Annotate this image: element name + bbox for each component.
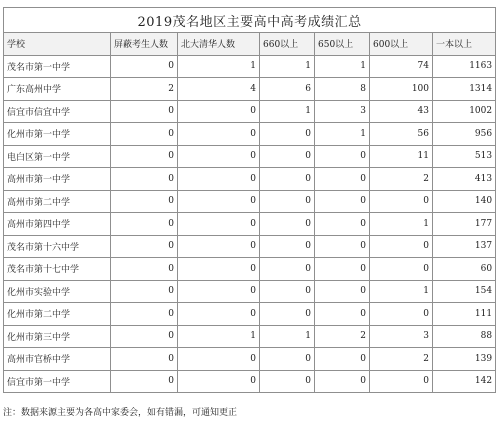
table-row: [4, 100, 496, 123]
value-cell: 1002: [433, 100, 496, 123]
value-cell: 0: [315, 168, 370, 191]
school-name-cell: 茂名市第十六中学: [4, 235, 111, 258]
value-cell: 0: [315, 235, 370, 258]
value-cell: 0: [260, 190, 315, 213]
value-cell: 0: [111, 123, 178, 146]
value-cell: 2: [111, 78, 178, 101]
school-name-cell: 广东高州中学: [4, 78, 111, 101]
value-cell: 1: [370, 280, 433, 303]
value-cell: 0: [260, 168, 315, 191]
value-cell: 142: [433, 370, 496, 393]
value-cell: 137: [433, 235, 496, 258]
table-row: [4, 190, 496, 213]
value-cell: 0: [315, 303, 370, 326]
value-cell: 0: [111, 235, 178, 258]
value-cell: 56: [370, 123, 433, 146]
value-cell: 0: [260, 235, 315, 258]
value-cell: 0: [315, 370, 370, 393]
value-cell: 60: [433, 258, 496, 281]
value-cell: 0: [260, 213, 315, 236]
header-row: [4, 33, 496, 56]
school-name-cell: 高州市第一中学: [4, 168, 111, 191]
value-cell: 1: [370, 213, 433, 236]
value-cell: 0: [315, 213, 370, 236]
value-cell: 0: [260, 280, 315, 303]
value-cell: 1314: [433, 78, 496, 101]
value-cell: 0: [178, 190, 260, 213]
value-cell: 0: [178, 370, 260, 393]
value-cell: 0: [178, 235, 260, 258]
value-cell: 0: [111, 348, 178, 371]
value-cell: 177: [433, 213, 496, 236]
value-cell: 11: [370, 145, 433, 168]
value-cell: 0: [315, 280, 370, 303]
value-cell: 0: [260, 258, 315, 281]
value-cell: 140: [433, 190, 496, 213]
value-cell: 4: [178, 78, 260, 101]
results-table-frame: [3, 7, 495, 393]
header-tier-one: 一本以上: [433, 33, 496, 56]
value-cell: 154: [433, 280, 496, 303]
table-row: [4, 78, 496, 101]
school-name-cell: 电白区第一中学: [4, 145, 111, 168]
value-cell: 0: [178, 258, 260, 281]
table-row: [4, 123, 496, 146]
value-cell: 0: [260, 370, 315, 393]
value-cell: 0: [111, 55, 178, 78]
table-row: [4, 325, 496, 348]
header-above-660: 660以上: [260, 33, 315, 56]
results-table: [3, 7, 496, 393]
table-row: [4, 168, 496, 191]
table-row: [4, 213, 496, 236]
source-note: 注：数据来源主要为各高中家委会，如有错漏，可通知更正: [3, 408, 238, 418]
value-cell: 0: [178, 145, 260, 168]
value-cell: 0: [315, 190, 370, 213]
value-cell: 1: [315, 55, 370, 78]
value-cell: 513: [433, 145, 496, 168]
value-cell: 0: [260, 123, 315, 146]
value-cell: 0: [178, 168, 260, 191]
value-cell: 74: [370, 55, 433, 78]
value-cell: 0: [178, 123, 260, 146]
value-cell: 0: [111, 370, 178, 393]
value-cell: 1: [260, 55, 315, 78]
value-cell: 956: [433, 123, 496, 146]
value-cell: 0: [111, 190, 178, 213]
value-cell: 1: [178, 55, 260, 78]
value-cell: 0: [178, 348, 260, 371]
school-name-cell: 茂名市第十七中学: [4, 258, 111, 281]
value-cell: 0: [315, 145, 370, 168]
value-cell: 0: [315, 348, 370, 371]
value-cell: 0: [178, 100, 260, 123]
school-name-cell: 高州市官桥中学: [4, 348, 111, 371]
school-name-cell: 茂名市第一中学: [4, 55, 111, 78]
value-cell: 6: [260, 78, 315, 101]
value-cell: 0: [111, 100, 178, 123]
value-cell: 0: [260, 303, 315, 326]
value-cell: 1: [178, 325, 260, 348]
value-cell: 139: [433, 348, 496, 371]
value-cell: 8: [315, 78, 370, 101]
header-above-600: 600以上: [370, 33, 433, 56]
value-cell: 0: [178, 213, 260, 236]
value-cell: 0: [111, 145, 178, 168]
value-cell: 1: [260, 100, 315, 123]
header-pku-tsinghua-count: 北大清华人数: [178, 33, 260, 56]
header-blocked-count: 屏蔽考生人数: [111, 33, 178, 56]
value-cell: 2: [315, 325, 370, 348]
table-row: [4, 280, 496, 303]
table-row: [4, 145, 496, 168]
value-cell: 0: [111, 325, 178, 348]
value-cell: 1163: [433, 55, 496, 78]
value-cell: 0: [111, 168, 178, 191]
value-cell: 0: [370, 235, 433, 258]
value-cell: 0: [370, 303, 433, 326]
table-row: [4, 303, 496, 326]
school-name-cell: 化州市实验中学: [4, 280, 111, 303]
value-cell: 0: [315, 258, 370, 281]
table-row: [4, 258, 496, 281]
table-row: [4, 55, 496, 78]
school-name-cell: 化州市第三中学: [4, 325, 111, 348]
value-cell: 111: [433, 303, 496, 326]
value-cell: 100: [370, 78, 433, 101]
value-cell: 0: [111, 213, 178, 236]
value-cell: 0: [111, 280, 178, 303]
value-cell: 0: [111, 258, 178, 281]
school-name-cell: 信宜市第一中学: [4, 370, 111, 393]
value-cell: 3: [370, 325, 433, 348]
value-cell: 43: [370, 100, 433, 123]
school-name-cell: 高州市第二中学: [4, 190, 111, 213]
header-school: 学校: [4, 33, 111, 56]
value-cell: 0: [111, 303, 178, 326]
table-row: [4, 370, 496, 393]
value-cell: 0: [178, 280, 260, 303]
value-cell: 413: [433, 168, 496, 191]
value-cell: 0: [178, 303, 260, 326]
table-row: [4, 235, 496, 258]
header-above-650: 650以上: [315, 33, 370, 56]
value-cell: 2: [370, 168, 433, 191]
value-cell: 0: [370, 190, 433, 213]
value-cell: 1: [315, 123, 370, 146]
value-cell: 0: [370, 258, 433, 281]
value-cell: 88: [433, 325, 496, 348]
school-name-cell: 高州市第四中学: [4, 213, 111, 236]
value-cell: 0: [370, 370, 433, 393]
table-title: 2019茂名地区主要高中高考成绩汇总: [4, 8, 496, 33]
school-name-cell: 化州市第二中学: [4, 303, 111, 326]
school-name-cell: 化州市第一中学: [4, 123, 111, 146]
value-cell: 2: [370, 348, 433, 371]
value-cell: 3: [315, 100, 370, 123]
value-cell: 1: [260, 325, 315, 348]
table-row: [4, 348, 496, 371]
value-cell: 0: [260, 348, 315, 371]
school-name-cell: 信宜市信宜中学: [4, 100, 111, 123]
value-cell: 0: [260, 145, 315, 168]
title-row: [4, 8, 496, 33]
